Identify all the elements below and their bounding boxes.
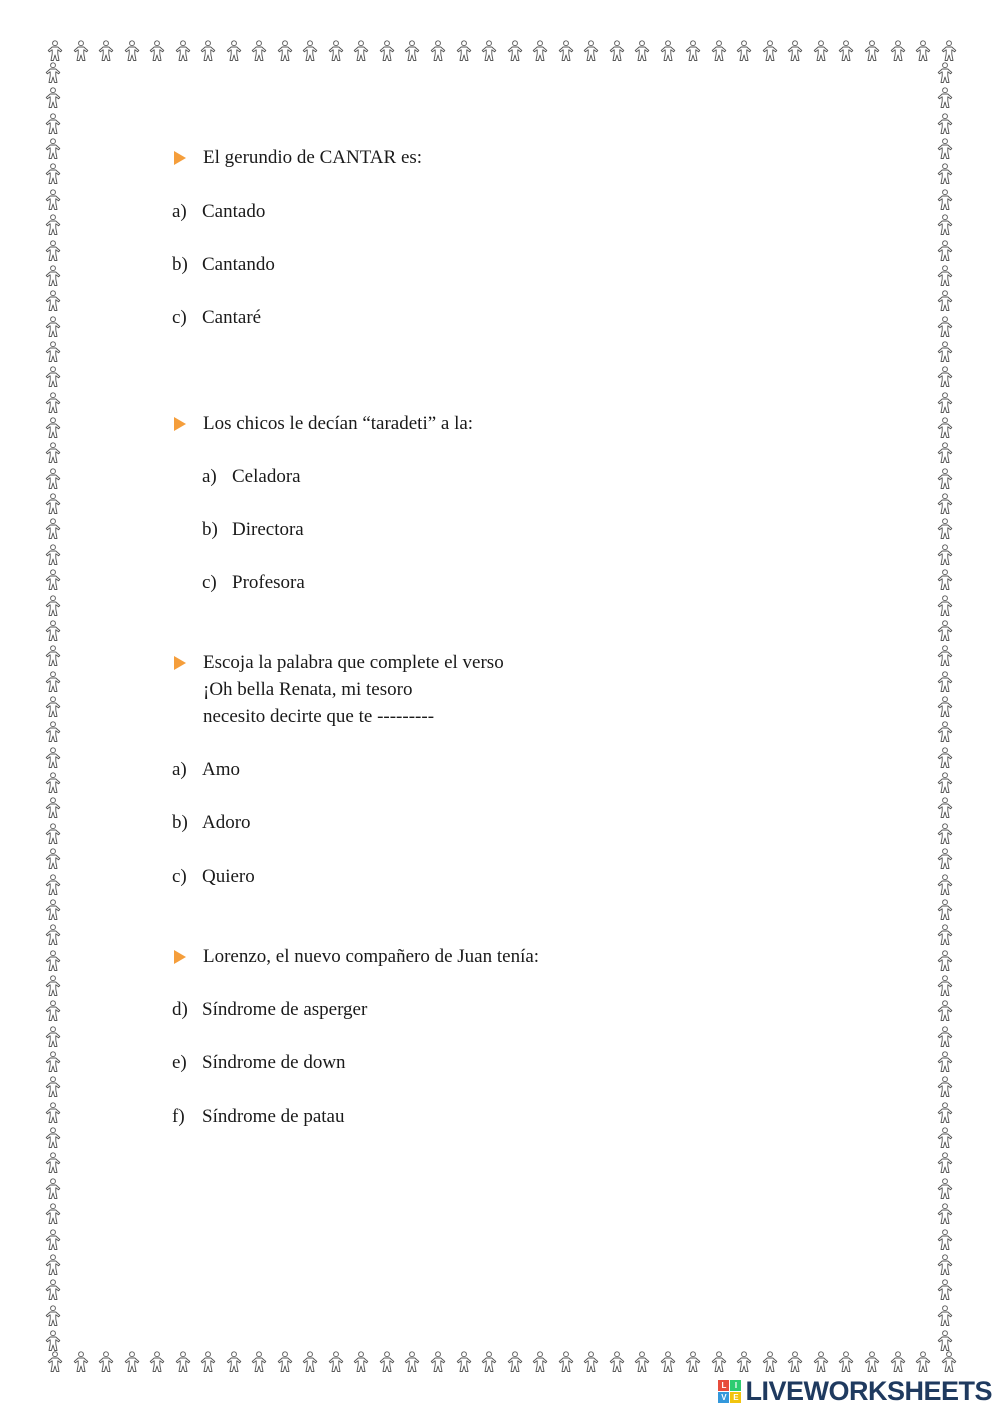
- person-outline-icon: [44, 1152, 68, 1174]
- option-text: Síndrome de asperger: [202, 999, 368, 1020]
- question-2-option-a[interactable]: [202, 463, 301, 490]
- person-outline-icon: [44, 138, 68, 160]
- person-outline-icon: [936, 113, 960, 135]
- person-outline-icon: [46, 1351, 64, 1375]
- option-text: Directora: [232, 519, 304, 540]
- question-bullet-arrow: [174, 417, 186, 431]
- person-outline-icon: [936, 1254, 960, 1276]
- person-outline-icon: [44, 797, 68, 819]
- question-3-prompt-line-3: necesito decirte que te ---------: [203, 706, 435, 727]
- option-label: b): [172, 812, 188, 833]
- person-outline-icon: [710, 1351, 728, 1375]
- person-outline-icon: [327, 40, 345, 64]
- option-text: Amo: [202, 759, 240, 780]
- person-outline-icon: [684, 1351, 702, 1375]
- question-3-option-b[interactable]: [172, 809, 251, 836]
- person-outline-icon: [889, 1351, 907, 1375]
- person-outline-icon: [936, 518, 960, 540]
- person-outline-icon: [936, 569, 960, 591]
- question-2-option-b[interactable]: [202, 516, 304, 543]
- person-outline-icon: [761, 40, 779, 64]
- person-outline-icon: [148, 1351, 166, 1375]
- option-text: Celadora: [232, 466, 301, 487]
- person-outline-icon: [44, 772, 68, 794]
- person-outline-icon: [403, 1351, 421, 1375]
- person-outline-icon: [936, 1102, 960, 1124]
- person-outline-icon: [44, 1102, 68, 1124]
- person-outline-icon: [608, 40, 626, 64]
- person-outline-icon: [44, 569, 68, 591]
- person-outline-icon: [735, 40, 753, 64]
- option-label: a): [172, 759, 187, 780]
- logo-mark-letter: L: [718, 1380, 729, 1391]
- person-outline-icon: [97, 40, 115, 64]
- option-text: Síndrome de down: [202, 1052, 346, 1073]
- person-outline-icon: [940, 40, 958, 64]
- person-outline-icon: [659, 1351, 677, 1375]
- person-outline-icon: [301, 1351, 319, 1375]
- person-outline-icon: [44, 975, 68, 997]
- person-outline-icon: [44, 290, 68, 312]
- person-outline-icon: [199, 1351, 217, 1375]
- person-outline-icon: [44, 265, 68, 287]
- person-outline-icon: [936, 392, 960, 414]
- person-outline-icon: [44, 1000, 68, 1022]
- option-label: c): [202, 572, 217, 593]
- person-outline-icon: [936, 747, 960, 769]
- person-outline-icon: [44, 721, 68, 743]
- person-outline-icon: [786, 40, 804, 64]
- question-4-option-f[interactable]: [172, 1103, 344, 1130]
- person-outline-icon: [557, 40, 575, 64]
- person-outline-icon: [863, 40, 881, 64]
- border-right: [936, 62, 960, 1352]
- person-outline-icon: [786, 1351, 804, 1375]
- option-label: d): [172, 999, 188, 1020]
- question-4-option-e[interactable]: [172, 1049, 346, 1076]
- person-outline-icon: [455, 40, 473, 64]
- person-outline-icon: [250, 40, 268, 64]
- option-label: e): [172, 1052, 187, 1073]
- question-3-option-c[interactable]: [172, 863, 255, 890]
- person-outline-icon: [44, 747, 68, 769]
- logo-mark-letter: E: [730, 1392, 741, 1403]
- person-outline-icon: [633, 1351, 651, 1375]
- person-outline-icon: [936, 341, 960, 363]
- person-outline-icon: [889, 40, 907, 64]
- person-outline-icon: [46, 40, 64, 64]
- person-outline-icon: [199, 40, 217, 64]
- person-outline-icon: [352, 40, 370, 64]
- person-outline-icon: [44, 240, 68, 262]
- person-outline-icon: [936, 797, 960, 819]
- option-text: Adoro: [202, 812, 251, 833]
- person-outline-icon: [936, 620, 960, 642]
- person-outline-icon: [44, 366, 68, 388]
- person-outline-icon: [455, 1351, 473, 1375]
- person-outline-icon: [44, 1178, 68, 1200]
- person-outline-icon: [97, 1351, 115, 1375]
- question-bullet-arrow: [174, 950, 186, 964]
- person-outline-icon: [506, 40, 524, 64]
- person-outline-icon: [936, 316, 960, 338]
- question-1-option-b[interactable]: [172, 251, 275, 278]
- person-outline-icon: [936, 87, 960, 109]
- person-outline-icon: [44, 1330, 68, 1352]
- person-outline-icon: [914, 40, 932, 64]
- person-outline-icon: [44, 518, 68, 540]
- person-outline-icon: [684, 40, 702, 64]
- person-outline-icon: [44, 113, 68, 135]
- person-outline-icon: [276, 1351, 294, 1375]
- person-outline-icon: [44, 214, 68, 236]
- border-left: [44, 62, 68, 1352]
- person-outline-icon: [710, 40, 728, 64]
- option-label: b): [172, 254, 188, 275]
- person-outline-icon: [225, 1351, 243, 1375]
- person-outline-icon: [44, 163, 68, 185]
- person-outline-icon: [44, 417, 68, 439]
- person-outline-icon: [174, 1351, 192, 1375]
- person-outline-icon: [936, 924, 960, 946]
- border-top: [46, 40, 958, 64]
- person-outline-icon: [44, 1229, 68, 1251]
- option-text: Quiero: [202, 866, 255, 887]
- person-outline-icon: [940, 1351, 958, 1375]
- person-outline-icon: [506, 1351, 524, 1375]
- person-outline-icon: [44, 493, 68, 515]
- person-outline-icon: [936, 1229, 960, 1251]
- border-bottom: [46, 1351, 958, 1375]
- person-outline-icon: [936, 1051, 960, 1073]
- question-2-prompt: Los chicos le decían “taradeti” a la:: [203, 413, 474, 434]
- option-label: c): [172, 866, 187, 887]
- person-outline-icon: [936, 1330, 960, 1352]
- person-outline-icon: [735, 1351, 753, 1375]
- person-outline-icon: [936, 62, 960, 84]
- person-outline-icon: [174, 40, 192, 64]
- person-outline-icon: [936, 823, 960, 845]
- question-3-prompt-line-2: ¡Oh bella Renata, mi tesoro: [203, 679, 413, 700]
- person-outline-icon: [608, 1351, 626, 1375]
- person-outline-icon: [44, 87, 68, 109]
- option-text: Cantaré: [202, 307, 262, 328]
- person-outline-icon: [44, 645, 68, 667]
- question-1-option-c[interactable]: [172, 304, 261, 331]
- person-outline-icon: [44, 544, 68, 566]
- person-outline-icon: [936, 1178, 960, 1200]
- person-outline-icon: [936, 493, 960, 515]
- person-outline-icon: [429, 40, 447, 64]
- person-outline-icon: [44, 189, 68, 211]
- person-outline-icon: [378, 40, 396, 64]
- question-1-prompt: El gerundio de CANTAR es:: [203, 147, 423, 168]
- question-3-option-a[interactable]: [172, 756, 240, 783]
- person-outline-icon: [936, 848, 960, 870]
- person-outline-icon: [936, 163, 960, 185]
- person-outline-icon: [44, 316, 68, 338]
- person-outline-icon: [44, 442, 68, 464]
- person-outline-icon: [936, 1305, 960, 1327]
- person-outline-icon: [250, 1351, 268, 1375]
- person-outline-icon: [936, 240, 960, 262]
- question-bullet-arrow: [174, 151, 186, 165]
- option-text: Síndrome de patau: [202, 1106, 345, 1127]
- person-outline-icon: [936, 696, 960, 718]
- person-outline-icon: [276, 40, 294, 64]
- person-outline-icon: [44, 1026, 68, 1048]
- person-outline-icon: [44, 1305, 68, 1327]
- person-outline-icon: [761, 1351, 779, 1375]
- question-4-prompt: Lorenzo, el nuevo compañero de Juan tenía:: [203, 946, 540, 967]
- person-outline-icon: [936, 214, 960, 236]
- person-outline-icon: [936, 544, 960, 566]
- question-1-option-a[interactable]: [172, 198, 265, 225]
- option-label: b): [202, 519, 218, 540]
- person-outline-icon: [44, 1051, 68, 1073]
- person-outline-icon: [837, 40, 855, 64]
- person-outline-icon: [72, 1351, 90, 1375]
- question-4-option-d[interactable]: [172, 996, 367, 1023]
- person-outline-icon: [812, 40, 830, 64]
- person-outline-icon: [936, 1026, 960, 1048]
- person-outline-icon: [936, 874, 960, 896]
- person-outline-icon: [936, 1152, 960, 1174]
- person-outline-icon: [936, 772, 960, 794]
- option-text: Cantando: [202, 254, 275, 275]
- person-outline-icon: [44, 671, 68, 693]
- liveworksheets-logo: [718, 1376, 992, 1407]
- person-outline-icon: [44, 848, 68, 870]
- person-outline-icon: [936, 899, 960, 921]
- person-outline-icon: [225, 40, 243, 64]
- person-outline-icon: [352, 1351, 370, 1375]
- person-outline-icon: [327, 1351, 345, 1375]
- person-outline-icon: [936, 1279, 960, 1301]
- person-outline-icon: [936, 595, 960, 617]
- person-outline-icon: [936, 417, 960, 439]
- person-outline-icon: [44, 468, 68, 490]
- person-outline-icon: [936, 1203, 960, 1225]
- person-outline-icon: [936, 1127, 960, 1149]
- person-outline-icon: [582, 40, 600, 64]
- person-outline-icon: [936, 1076, 960, 1098]
- person-outline-icon: [936, 721, 960, 743]
- logo-mark-letter: V: [718, 1392, 729, 1403]
- person-outline-icon: [936, 290, 960, 312]
- person-outline-icon: [378, 1351, 396, 1375]
- person-outline-icon: [480, 1351, 498, 1375]
- person-outline-icon: [936, 442, 960, 464]
- person-outline-icon: [914, 1351, 932, 1375]
- person-outline-icon: [44, 1076, 68, 1098]
- person-outline-icon: [44, 341, 68, 363]
- person-outline-icon: [44, 62, 68, 84]
- person-outline-icon: [531, 40, 549, 64]
- person-outline-icon: [936, 189, 960, 211]
- person-outline-icon: [44, 899, 68, 921]
- person-outline-icon: [44, 696, 68, 718]
- person-outline-icon: [72, 40, 90, 64]
- person-outline-icon: [659, 40, 677, 64]
- person-outline-icon: [557, 1351, 575, 1375]
- person-outline-icon: [863, 1351, 881, 1375]
- person-outline-icon: [936, 468, 960, 490]
- person-outline-icon: [44, 823, 68, 845]
- person-outline-icon: [936, 1000, 960, 1022]
- person-outline-icon: [44, 1203, 68, 1225]
- person-outline-icon: [936, 975, 960, 997]
- person-outline-icon: [44, 924, 68, 946]
- option-label: a): [202, 466, 217, 487]
- liveworksheets-mark-icon: [718, 1380, 741, 1403]
- person-outline-icon: [936, 950, 960, 972]
- option-label: f): [172, 1106, 185, 1127]
- person-outline-icon: [936, 366, 960, 388]
- person-outline-icon: [936, 671, 960, 693]
- person-outline-icon: [936, 138, 960, 160]
- person-outline-icon: [812, 1351, 830, 1375]
- person-outline-icon: [936, 265, 960, 287]
- person-outline-icon: [936, 645, 960, 667]
- logo-mark-letter: I: [730, 1380, 741, 1391]
- question-bullet-arrow: [174, 656, 186, 670]
- person-outline-icon: [44, 1127, 68, 1149]
- person-outline-icon: [44, 1254, 68, 1276]
- person-outline-icon: [429, 1351, 447, 1375]
- person-outline-icon: [148, 40, 166, 64]
- person-outline-icon: [123, 1351, 141, 1375]
- question-2-option-c[interactable]: [202, 569, 305, 596]
- person-outline-icon: [531, 1351, 549, 1375]
- person-outline-icon: [582, 1351, 600, 1375]
- person-outline-icon: [403, 40, 421, 64]
- question-3-prompt-line-1: Escoja la palabra que complete el verso: [203, 652, 504, 673]
- person-outline-icon: [480, 40, 498, 64]
- option-label: a): [172, 201, 187, 222]
- option-label: c): [172, 307, 187, 328]
- person-outline-icon: [633, 40, 651, 64]
- person-outline-icon: [44, 1279, 68, 1301]
- person-outline-icon: [44, 874, 68, 896]
- person-outline-icon: [44, 950, 68, 972]
- person-outline-icon: [301, 40, 319, 64]
- option-text: Cantado: [202, 201, 266, 222]
- option-text: Profesora: [232, 572, 305, 593]
- person-outline-icon: [44, 392, 68, 414]
- person-outline-icon: [837, 1351, 855, 1375]
- liveworksheets-wordmark: LIVEWORKSHEETS: [745, 1376, 992, 1406]
- person-outline-icon: [123, 40, 141, 64]
- person-outline-icon: [44, 595, 68, 617]
- person-outline-icon: [44, 620, 68, 642]
